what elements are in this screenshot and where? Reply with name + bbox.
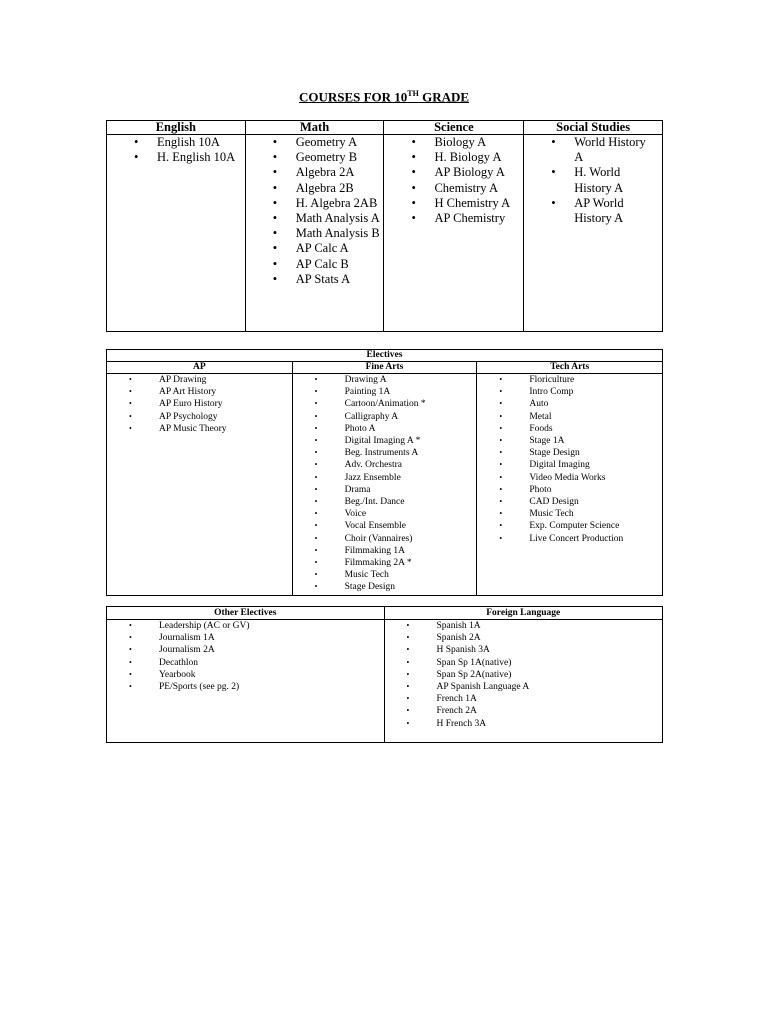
- foreign-language-heading: Foreign Language: [384, 607, 663, 620]
- list-item: • AP Calc B: [296, 257, 384, 272]
- list-item: • Metal: [529, 411, 662, 423]
- list-item: • Journalism 2A: [159, 644, 384, 656]
- list-item: • Spanish 1A: [437, 620, 663, 632]
- ap-cell: [107, 374, 293, 596]
- page-title: [0, 89, 768, 105]
- list-item: • Stage Design: [345, 581, 477, 593]
- list-item: • Voice: [345, 508, 477, 520]
- list-item: • Digital Imaging A *: [345, 435, 477, 447]
- list-item: • Drama: [345, 484, 477, 496]
- list-item: • H French 3A: [437, 718, 663, 730]
- fine-arts-cell: [292, 374, 477, 596]
- list-item: • Intro Comp: [529, 386, 662, 398]
- english-list: [107, 135, 245, 165]
- tech-arts-cell: [477, 374, 663, 596]
- math-cell: [245, 135, 384, 332]
- list-item: • Math Analysis A: [296, 211, 384, 226]
- list-item: • Decathlon: [159, 657, 384, 669]
- list-item: • Span Sp 1A(native): [437, 657, 663, 669]
- list-item: • Beg./Int. Dance: [345, 496, 477, 508]
- tech-arts-heading: Tech Arts: [477, 362, 663, 374]
- list-item: • French 2A: [437, 705, 663, 717]
- list-item: • Music Tech: [345, 569, 477, 581]
- list-item: • Live Concert Production: [529, 533, 662, 545]
- list-item: • CAD Design: [529, 496, 662, 508]
- page-title-text: COURSES FOR 10: [298, 89, 408, 105]
- list-item: • Biology A: [434, 135, 523, 150]
- list-item: • Chemistry A: [434, 181, 523, 196]
- foreign-language-cell: [384, 620, 663, 743]
- electives-table: [106, 349, 663, 596]
- fine-arts-list: [293, 374, 477, 594]
- list-item: • AP Psychology: [159, 411, 292, 423]
- other-electives-table: [106, 606, 663, 743]
- list-item: • H. English 10A: [157, 150, 245, 165]
- list-item: • AP Calc A: [296, 241, 384, 256]
- list-item: • World History A: [574, 135, 656, 165]
- list-item: • Filmmaking 2A *: [345, 557, 477, 569]
- list-item: • French 1A: [437, 693, 663, 705]
- list-item: • AP Art History: [159, 386, 292, 398]
- foreign-language-list: [385, 620, 663, 730]
- list-item: • Digital Imaging: [529, 459, 662, 471]
- page-title-tail: GRADE: [418, 89, 470, 105]
- list-item: • Cartoon/Animation *: [345, 398, 477, 410]
- social-studies-list: [524, 135, 662, 226]
- list-item: • Auto: [529, 398, 662, 410]
- english-heading: English: [107, 121, 246, 135]
- science-cell: [384, 135, 524, 332]
- list-item: • Leadership (AC or GV): [159, 620, 384, 632]
- list-item: • Choir (Vannaires): [345, 533, 477, 545]
- list-item: • Span Sp 2A(native): [437, 669, 663, 681]
- ap-list: [107, 374, 292, 435]
- list-item: • AP Spanish Language A: [437, 681, 663, 693]
- ap-heading: AP: [107, 362, 293, 374]
- science-list: [384, 135, 523, 226]
- page-title-superscript: TH: [407, 89, 419, 98]
- list-item: • Adv. Orchestra: [345, 459, 477, 471]
- list-item: • Photo: [529, 484, 662, 496]
- list-item: • Drawing A: [345, 374, 477, 386]
- math-heading: Math: [245, 121, 384, 135]
- list-item: • Exp. Computer Science: [529, 520, 662, 532]
- list-item: • H. Algebra 2AB: [296, 196, 384, 211]
- list-item: • Stage Design: [529, 447, 662, 459]
- social-studies-heading: Social Studies: [524, 121, 663, 135]
- electives-heading: Electives: [107, 350, 663, 362]
- list-item: • Spanish 2A: [437, 632, 663, 644]
- social-studies-cell: [524, 135, 663, 332]
- list-item: • AP Drawing: [159, 374, 292, 386]
- english-cell: [107, 135, 246, 332]
- list-item: • Video Media Works: [529, 472, 662, 484]
- list-item: • Jazz Ensemble: [345, 472, 477, 484]
- core-subjects-table: [106, 120, 663, 332]
- list-item: • Filmmaking 1A: [345, 545, 477, 557]
- other-electives-list: [107, 620, 384, 693]
- other-electives-heading: Other Electives: [107, 607, 385, 620]
- list-item: • Foods: [529, 423, 662, 435]
- list-item: • Painting 1A: [345, 386, 477, 398]
- science-heading: Science: [384, 121, 524, 135]
- fine-arts-heading: Fine Arts: [292, 362, 477, 374]
- list-item: • AP Music Theory: [159, 423, 292, 435]
- list-item: • Algebra 2B: [296, 181, 384, 196]
- list-item: • H. Biology A: [434, 150, 523, 165]
- list-item: • AP Stats A: [296, 272, 384, 287]
- list-item: • Stage 1A: [529, 435, 662, 447]
- list-item: • Yearbook: [159, 669, 384, 681]
- list-item: • Geometry A: [296, 135, 384, 150]
- list-item: • Math Analysis B: [296, 226, 384, 241]
- list-item: • PE/Sports (see pg. 2): [159, 681, 384, 693]
- list-item: • AP World History A: [574, 196, 656, 226]
- list-item: • Journalism 1A: [159, 632, 384, 644]
- list-item: • Beg. Instruments A: [345, 447, 477, 459]
- math-list: [246, 135, 384, 287]
- list-item: • AP Biology A: [434, 165, 523, 180]
- list-item: • Music Tech: [529, 508, 662, 520]
- list-item: • H. World History A: [574, 165, 656, 195]
- list-item: • English 10A: [157, 135, 245, 150]
- list-item: • H Spanish 3A: [437, 644, 663, 656]
- list-item: • Photo A: [345, 423, 477, 435]
- list-item: • Geometry B: [296, 150, 384, 165]
- list-item: • Vocal Ensemble: [345, 520, 477, 532]
- list-item: • AP Chemistry: [434, 211, 523, 226]
- list-item: • Calligraphy A: [345, 411, 477, 423]
- list-item: • AP Euro History: [159, 398, 292, 410]
- list-item: • Floriculture: [529, 374, 662, 386]
- list-item: • Algebra 2A: [296, 165, 384, 180]
- tech-arts-list: [477, 374, 662, 545]
- list-item: • H Chemistry A: [434, 196, 523, 211]
- other-electives-cell: [107, 620, 385, 743]
